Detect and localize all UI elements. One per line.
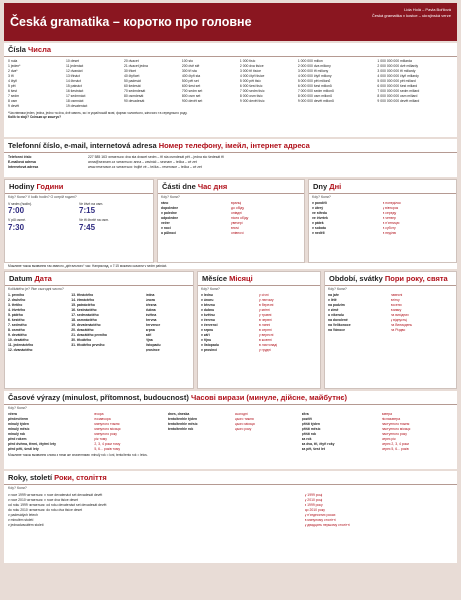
list-item: 5 000 000 pět milionů <box>297 79 331 83</box>
list-item: v listopadu <box>201 343 219 348</box>
header-banner <box>4 3 457 41</box>
list-item: 8. osmého <box>8 328 25 333</box>
list-item: 16 šestnáct <box>65 89 84 93</box>
list-item: 7. sedmého <box>8 323 27 328</box>
list-item: увечері <box>231 221 243 225</box>
list-item: března <box>145 303 157 308</box>
time-text: Ve tři čtvrtě na osm. <box>79 218 109 223</box>
list-item: srpna <box>145 328 155 333</box>
list-item: 7 sedm <box>8 94 20 98</box>
time-value: 7:45 <box>79 222 96 232</box>
list-item: 7 000 000 000 sedm miliard <box>377 89 420 93</box>
list-item: 19. devatenáctého <box>71 323 101 328</box>
list-item: 227 585 163 читається: dva sta dvacet sedm – tři sta osmdesát pět – jedna sto šedesát tři <box>88 155 224 159</box>
section-casti-dne <box>157 179 305 263</box>
list-item: 18 osmnáct <box>65 99 84 103</box>
list-item: E-mailová adresa <box>8 160 36 164</box>
list-item: 17 sedmnáct <box>65 94 86 98</box>
section-casove <box>4 391 457 469</box>
list-item: 9 000 000 devět milionů <box>297 99 334 103</box>
list-item: 9 devět <box>8 104 20 108</box>
list-item: 8 osm <box>8 99 18 103</box>
question: Kdy? Коли? <box>328 287 347 292</box>
list-item: опівночі <box>231 231 244 235</box>
time-value: 7:00 <box>8 206 25 216</box>
list-item: цього року <box>234 427 252 432</box>
list-item: v dubnu <box>201 308 215 313</box>
list-item: рік тому <box>94 437 107 442</box>
list-item: v srpnu <box>201 328 214 333</box>
list-item: 17. sedmnáctého <box>71 313 99 318</box>
numbers-column <box>240 59 294 109</box>
list-item: v poledne <box>161 211 177 215</box>
numbers-column <box>66 59 120 109</box>
time-text: V sedm (hodin). <box>8 202 32 206</box>
list-item: 9. devátého <box>8 333 27 338</box>
list-item: Internetová adresa <box>8 165 39 169</box>
list-item: odpoledne <box>161 216 179 220</box>
list-item: у двадцять першому столітті <box>304 523 350 528</box>
list-item: 400 čtyři sta <box>181 74 201 78</box>
list-item: v roce 1999 читається: v roce devatenáct set devadesát devět <box>8 493 103 498</box>
list-item: ledna <box>145 293 155 298</box>
list-item: 4 čtyři <box>8 79 18 83</box>
section-obdobi <box>324 271 457 389</box>
list-item: 2. druhého <box>8 298 26 303</box>
list-item: minulý měsíc <box>8 427 30 432</box>
list-item: 4 000 000 000 čtyři miliardy <box>377 74 419 78</box>
section-hodiny <box>4 179 154 263</box>
numbers-column <box>298 59 374 109</box>
list-item: навесні <box>390 293 403 298</box>
list-item: у травні <box>259 313 272 318</box>
list-item: tento/tenhle měsíc <box>167 422 198 427</box>
list-item: 5. pátého <box>8 313 23 318</box>
list-item: минулого місяця <box>94 427 121 432</box>
list-item: v minulém století <box>8 518 34 523</box>
list-item: в понеділок <box>382 201 401 205</box>
list-item: в суботу <box>382 226 396 230</box>
list-item: dopoledne <box>161 206 179 210</box>
list-item: 80 osmdesát <box>123 94 144 98</box>
list-item: prosince <box>145 348 160 353</box>
list-item: 50 padesát <box>123 79 141 83</box>
list-item: взимку <box>390 308 402 313</box>
list-item: na dovolené <box>328 318 348 323</box>
list-item: 60 šedesát <box>123 84 141 88</box>
list-item: v říjnu <box>201 338 212 343</box>
list-item: восени <box>390 303 402 308</box>
list-item: 3 000 tři tisíce <box>239 69 261 73</box>
time-text: V půl osmé. <box>8 218 26 223</box>
authors: Lida Holá – Pavla Bořilová <box>404 7 451 12</box>
list-item: 2 dva* <box>8 69 18 73</box>
question: Kolikátého je? Яке сьогодні число? <box>8 287 64 292</box>
list-item: в липні <box>259 323 271 328</box>
section-roky <box>4 471 457 563</box>
list-item: ve čtvrtek <box>312 216 328 220</box>
list-item: 10. desátého <box>8 338 29 343</box>
list-item: 12 dvanáct <box>65 69 83 73</box>
list-item: července <box>145 323 161 328</box>
list-item: 3. třetího <box>8 303 23 308</box>
list-item: у вересні <box>259 333 274 338</box>
list-item: в п'ятницю <box>382 221 400 225</box>
list-item: у 1999 році <box>304 493 323 498</box>
list-item: za dva, tři, čtyři roky <box>301 442 335 447</box>
list-item: 30 třicet <box>123 69 136 73</box>
list-item: 200 dvě stě <box>181 64 200 68</box>
list-item: v sobotu <box>312 226 327 230</box>
list-item: в червні <box>259 318 272 323</box>
list-item: 2 000 000 000 dvě miliardy <box>377 64 419 68</box>
section-title: Části dne Час дня <box>158 180 304 194</box>
list-item: 3 000 000 tři miliony <box>297 69 329 73</box>
list-item: pozítří <box>301 417 312 422</box>
list-item: příští měsíc <box>301 427 321 432</box>
list-item: o půlnoci <box>161 231 177 235</box>
section-title: Měsíce Місяці <box>198 272 320 286</box>
list-item: v zimě <box>328 308 339 313</box>
list-item: před dvěma, třemi, čtyřmi lety <box>8 442 57 447</box>
list-item: v květnu <box>201 313 215 318</box>
list-item: у лютому <box>259 298 274 303</box>
list-item: tento/tenhle týden <box>167 417 198 422</box>
list-item: 5 pět <box>8 84 16 88</box>
list-item: 5 000 pět tisíc <box>239 79 261 83</box>
list-item: na jaře <box>328 293 339 298</box>
list-item: 31. třicátého prvního <box>71 343 105 348</box>
list-item: minulý týden <box>8 422 29 427</box>
list-item: včera <box>8 412 17 417</box>
list-item: v noci <box>161 226 171 230</box>
list-item: 0 nula <box>8 59 18 63</box>
list-item: tento/tenhle rok <box>167 427 194 432</box>
list-item: позавчора <box>94 417 111 422</box>
list-item: v lednu <box>201 293 213 298</box>
list-item: в минулому столітті <box>304 518 336 523</box>
list-item: v červnu <box>201 318 215 323</box>
list-item: у 2010 році <box>304 498 323 503</box>
list-item: 900 devět set <box>181 99 203 103</box>
time-value: 7:30 <box>8 222 25 232</box>
section-title: Telefonní číslo, e-mail, internetová adresa Номер телефону, імейл, інтернет адреса <box>4 139 457 153</box>
time-value: 7:15 <box>79 206 96 216</box>
list-item: o víkendu <box>328 313 344 318</box>
numbers-column <box>8 59 62 109</box>
list-item: 30. třicátého <box>71 338 92 343</box>
list-item: 6 šest <box>8 89 18 93</box>
list-item: 11. jedenáctého <box>8 343 34 348</box>
list-item: 70 sedmdesát <box>123 89 146 93</box>
list-item: 1 000 tisíc <box>239 59 256 63</box>
list-item: 1 000 000 000 miliarda <box>377 59 412 63</box>
section-dny <box>308 179 457 263</box>
list-item: 800 osm set <box>181 94 201 98</box>
list-item: září <box>145 333 152 338</box>
list-item: 15 patnáct <box>65 84 82 88</box>
list-item: з 1999 року <box>304 503 323 508</box>
list-item: 600 šest set <box>181 84 201 88</box>
list-item: в неділю <box>382 231 397 235</box>
list-item: цього тижня <box>234 417 254 422</box>
list-item: 3 000 000 000 tři miliardy <box>377 69 416 73</box>
list-item: 4 000 000 čtyři miliony <box>297 74 332 78</box>
list-item: 700 sedm set <box>181 89 203 93</box>
subtitle: Česká gramatika v kostce – ukrajinská verze <box>371 13 451 18</box>
list-item: za rok <box>301 437 312 442</box>
list-item: завтра <box>381 412 393 417</box>
section-datum <box>4 271 194 389</box>
list-item: влітку <box>390 298 400 303</box>
header-meta <box>372 7 451 19</box>
list-item: 13. třináctého <box>71 293 94 298</box>
list-item: v úterý <box>312 206 324 210</box>
list-item: в середу <box>382 211 397 215</box>
list-item: після обіду <box>231 216 249 220</box>
list-item: 300 tři sta <box>181 69 197 73</box>
list-item: наступного року <box>381 432 407 437</box>
list-item: června <box>145 318 157 323</box>
list-item: 20 dvacet <box>123 59 139 63</box>
list-item: v létě <box>328 298 337 303</box>
section-cisla <box>4 43 457 137</box>
list-item: у січні <box>259 293 269 298</box>
question: Kdy? Коли? <box>8 486 27 491</box>
list-item: 12. dvanáctého <box>8 348 33 353</box>
list-item: na Vánoce <box>328 328 345 333</box>
time-text: Ve čtvrt na osm. <box>79 202 104 206</box>
section-title: Datum Дата <box>5 272 193 286</box>
list-item: 8 000 000 000 osm miliard <box>377 94 418 98</box>
list-item: 18. osmnáctého <box>71 318 97 323</box>
list-item: 14 čtrnáct <box>65 79 81 83</box>
list-item: ve středu <box>312 211 328 215</box>
list-item: února <box>145 298 155 303</box>
list-item: do roku 2010 читається: do roku dva tisíce deset <box>8 508 83 513</box>
list-item: 2 000 dva tisíce <box>239 64 264 68</box>
list-item: 7 000 000 sedm milionů <box>297 89 334 93</box>
list-item: в жовтні <box>259 338 272 343</box>
numbers-question: Kolik to stojí? Скільки це коштує? <box>8 115 62 120</box>
list-item: října <box>145 338 153 343</box>
section-title: Časové výrazy (minulost, přítomnost, budoucnost) Часові вирази (минуле, дійсне, майбутнє) <box>4 391 457 405</box>
list-item: 90 devadesát <box>123 99 145 103</box>
list-item: 1 000 000 milion <box>297 59 323 63</box>
page-title: Česká gramatika – коротко про головне <box>10 15 252 29</box>
list-item: на Великдень <box>390 323 413 328</box>
numbers-note: *Числівники jeden, jedna, jedno та dva, dvě мають, як і в українській мові, форми чоловічого, жіночого та середнього роду. <box>8 111 188 115</box>
list-item: 5, 6... років тому <box>94 447 121 452</box>
section-telefon <box>4 139 457 177</box>
list-item: příští týden <box>301 422 320 427</box>
list-item: před pěti, šesti lety <box>8 447 39 452</box>
list-item: v únoru <box>201 298 214 303</box>
list-item: 21 dvacet jedna <box>123 64 148 68</box>
list-item: минулого року <box>94 432 118 437</box>
list-item: цього місяця <box>234 422 255 427</box>
list-item: 1 jeden* <box>8 64 21 68</box>
list-item: 15. patnáctého <box>71 303 95 308</box>
list-item: na podzim <box>328 303 345 308</box>
section-title: Roky, století Роки, століття <box>4 471 457 485</box>
list-item: до 2010 року <box>304 508 325 513</box>
list-item: на Різдво <box>390 328 406 333</box>
contact-labels <box>8 155 88 170</box>
section-title: Hodiny Години <box>5 180 153 194</box>
list-item: 10 deset <box>65 59 79 63</box>
list-item: listopadu <box>145 343 161 348</box>
list-item: опівдні <box>231 211 242 215</box>
question: Kdy? Коли? <box>312 195 331 199</box>
time-question: Kdy? Коли? V kolik hodin? О котрій годині? <box>8 195 77 199</box>
list-item: minulý rok <box>8 432 26 437</box>
list-item: večer <box>161 221 170 225</box>
section-title: Dny Дні <box>309 180 456 194</box>
list-item: сьогодні <box>234 412 248 417</box>
question: Kdy? Коли? <box>201 287 220 292</box>
list-item: v březnu <box>201 303 215 308</box>
list-item: v pátek <box>312 221 324 225</box>
list-item: 6 000 000 000 šest miliard <box>377 84 418 88</box>
list-item: 20. dvacátého <box>71 328 94 333</box>
list-item: 9 000 devět tisíc <box>239 99 265 103</box>
list-item: 6 000 šest tisíc <box>239 84 263 88</box>
list-item: dnes, dneska <box>167 412 190 417</box>
list-item: v roce 2010 читається: v roce dva tisíce deset <box>8 498 78 503</box>
list-item: v prosinci <box>201 348 218 353</box>
list-item: наступного тижня <box>381 422 410 427</box>
list-item: 3 tři <box>8 74 14 78</box>
list-item: anna@seznam.cz читається: anna – zavináč – seznam – tečka – cé zet <box>88 160 197 164</box>
list-item: в четвер <box>382 216 396 220</box>
list-item: května <box>145 313 157 318</box>
list-item: у квітні <box>259 308 270 313</box>
list-item: 6. šestého <box>8 318 25 323</box>
list-item: www.reservace.cz читається: trojité vé – tečka – reservace – tečka – cé zet <box>88 165 202 169</box>
numbers-column <box>124 59 178 109</box>
list-item: dubna <box>145 308 156 313</box>
list-item: в листопаді <box>259 343 278 348</box>
list-item: 21. dvacátého prvního <box>71 333 107 338</box>
section-mesice <box>197 271 321 389</box>
list-item: у грудні <box>259 348 271 353</box>
question: Kdy? Коли? <box>161 195 180 199</box>
list-item: příští rok <box>301 432 317 437</box>
section-title: Období, svátky Пори року, свята <box>325 272 456 286</box>
list-item: 19 devatenáct <box>65 104 88 108</box>
list-item: 13 třináct <box>65 74 80 78</box>
list-item: předevčírem <box>8 417 29 422</box>
list-item: до обіду <box>231 206 245 210</box>
numbers-grid <box>4 57 457 111</box>
list-item: v padesátých letech <box>8 513 38 518</box>
list-item: 4 000 čtyři tisíce <box>239 74 265 78</box>
list-item: 7 000 sedm tisíc <box>239 89 265 93</box>
list-item: 9 000 000 000 devět miliard <box>377 99 420 103</box>
list-item: вчора <box>94 412 104 417</box>
list-item: na Velikonoce <box>328 323 351 328</box>
list-item: на вихідних <box>390 313 409 318</box>
list-item: Telefonní číslo <box>8 155 32 159</box>
list-item: у п'ятдесятих роках <box>304 513 336 518</box>
list-item: 4. čtvrtého <box>8 308 26 313</box>
contact-values <box>88 155 453 170</box>
list-item: 8 000 osm tisíc <box>239 94 263 98</box>
list-item: v pondělí <box>312 201 327 205</box>
list-item: наступного місяця <box>381 427 411 432</box>
question: Kdy? Коли? <box>8 406 27 411</box>
time-note: Можливе також вживання так званого „дігітального“ час: Наприклад, о 7:15 можемо сказати v sedm patnáct. <box>4 263 457 269</box>
list-item: вранці <box>231 201 242 205</box>
list-item: 8 000 000 osm milionů <box>297 94 332 98</box>
list-item: минулого тижня <box>94 422 120 427</box>
list-item: вночі <box>231 226 240 230</box>
list-item: 6 000 000 šest milionů <box>297 84 332 88</box>
list-item: 100 sto <box>181 59 194 63</box>
list-item: у відпустці <box>390 318 408 323</box>
list-item: 16. šestnáctého <box>71 308 97 313</box>
list-item: za pět, šest let <box>301 447 325 452</box>
list-item: 5 000 000 000 pět miliard <box>377 79 416 83</box>
time-expr-note: Можливе також вживання слова з тими же значеннями: minulý rok = loni, tento/tento rok = letos. <box>8 453 148 458</box>
list-item: 1. prvního <box>8 293 25 298</box>
list-item: в серпні <box>259 328 272 333</box>
list-item: v září <box>201 333 210 338</box>
list-item: v jednadvacátém století <box>8 523 44 528</box>
list-item: через 2, 3, 4 роки <box>381 442 409 447</box>
list-item: 11 jedenáct <box>65 64 84 68</box>
list-item: před rokem <box>8 437 27 442</box>
list-item: у вівторок <box>382 206 399 210</box>
list-item: 2, 3, 4 роки тому <box>94 442 121 447</box>
list-item: через 5, 6... років <box>381 447 409 452</box>
list-item: в березні <box>259 303 274 308</box>
list-item: 40 čtyřicet <box>123 74 140 78</box>
list-item: od roku 1999 читається: od roku devatenáct set devadesát devět <box>8 503 107 508</box>
list-item: 14. čtrnáctého <box>71 298 95 303</box>
list-item: v červenci <box>201 323 218 328</box>
list-item: 2 000 000 dva miliony <box>297 64 331 68</box>
list-item: v neděli <box>312 231 325 235</box>
list-item: післязавтра <box>381 417 401 422</box>
numbers-column <box>182 59 236 109</box>
list-item: zítra <box>301 412 309 417</box>
list-item: ráno <box>161 201 169 205</box>
section-title: Čísla Числа <box>4 43 457 57</box>
list-item: 500 pět set <box>181 79 199 83</box>
list-item: через рік <box>381 437 396 442</box>
numbers-column <box>377 59 453 109</box>
